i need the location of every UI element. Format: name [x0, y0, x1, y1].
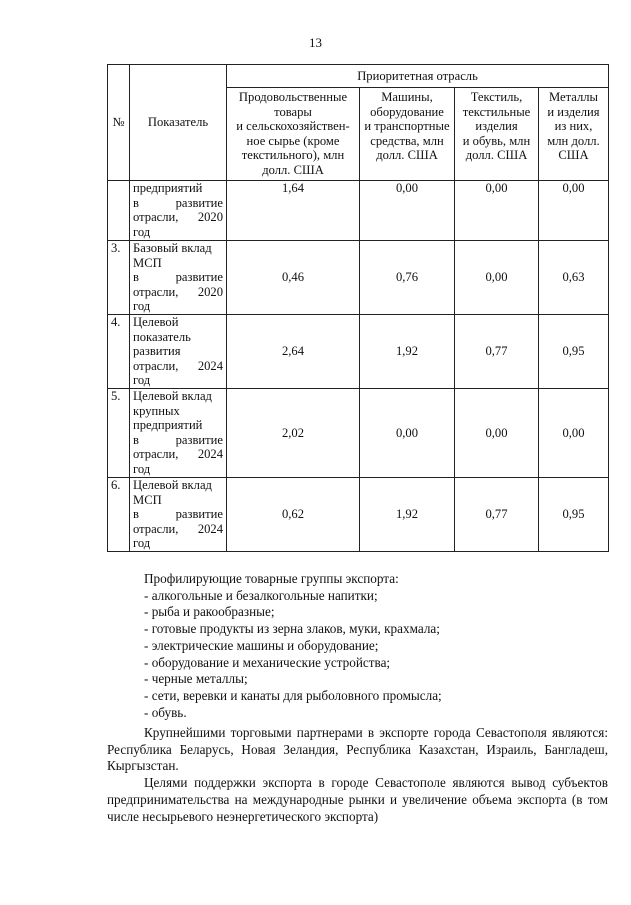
value-machinery: 0,00 — [360, 389, 455, 478]
header-priority-industry: Приоритетная отрасль — [227, 65, 609, 88]
value-metals: 0,63 — [539, 241, 609, 315]
value-textile: 0,77 — [455, 315, 539, 389]
value-machinery: 1,92 — [360, 478, 455, 552]
paragraph-trade-partners: Крупнейшими торговыми партнерами в экспорте города Севастополя являются: Республика Беларусь, Новая Зеландия, Республика Казахстан, Израиль, Бангладеш, Кыргызстан. — [107, 725, 608, 774]
list-heading: Профилирующие товарные группы экспорта: — [144, 571, 399, 586]
table-row — [108, 315, 609, 389]
header-indicator: Показатель — [130, 65, 227, 181]
list-item: - черные металлы; — [144, 671, 248, 687]
table-row — [108, 181, 609, 241]
value-food: 2,02 — [227, 389, 360, 478]
row-indicator: Целевой показатель развития отрасли, 2024 год — [130, 315, 227, 389]
export-targets-table — [107, 64, 609, 552]
row-indicator: Базовый вклад МСП в развитие отрасли, 2020 год — [130, 241, 227, 315]
value-machinery: 1,92 — [360, 315, 455, 389]
list-item: - готовые продукты из зерна злаков, муки, крахмала; — [144, 621, 440, 637]
value-food: 0,62 — [227, 478, 360, 552]
list-item: - оборудование и механические устройства; — [144, 654, 391, 670]
list-item: - обувь. — [144, 704, 187, 720]
value-machinery: 0,76 — [360, 241, 455, 315]
header-col-machinery: Машины, оборудование и транспортные средства, млн долл. США — [360, 88, 455, 181]
value-textile: 0,00 — [455, 181, 539, 241]
value-metals: 0,95 — [539, 315, 609, 389]
value-food: 0,46 — [227, 241, 360, 315]
list-item: - рыба и ракообразные; — [144, 604, 275, 620]
table-row — [108, 241, 609, 315]
row-number: 5. — [108, 389, 130, 478]
value-metals: 0,00 — [539, 389, 609, 478]
export-groups-list — [107, 571, 608, 721]
value-textile: 0,77 — [455, 478, 539, 552]
body-paragraphs — [107, 725, 608, 825]
header-col-metals: Металлы и изделия из них, млн долл. США — [539, 88, 609, 181]
value-metals: 0,00 — [539, 181, 609, 241]
value-textile: 0,00 — [455, 389, 539, 478]
row-number: 3. — [108, 241, 130, 315]
row-number: 6. — [108, 478, 130, 552]
list-item: - электрические машины и оборудование; — [144, 637, 379, 653]
row-number: 4. — [108, 315, 130, 389]
value-machinery: 0,00 — [360, 181, 455, 241]
header-col-food: Продовольственные товары и сельскохозяйствен- ное сырье (кроме текстильного), млн долл. США — [227, 88, 360, 181]
list-item: - алкогольные и безалкогольные напитки; — [144, 587, 378, 603]
value-food: 1,64 — [227, 181, 360, 241]
value-textile: 0,00 — [455, 241, 539, 315]
value-food: 2,64 — [227, 315, 360, 389]
list-item: - сети, веревки и канаты для рыболовного промысла; — [144, 687, 442, 703]
value-metals: 0,95 — [539, 478, 609, 552]
row-number — [108, 181, 130, 241]
table-row — [108, 478, 609, 552]
page-number: 13 — [309, 35, 322, 50]
row-indicator: Целевой вклад крупных предприятий в развитие отрасли, 2024 год — [130, 389, 227, 478]
row-indicator: Целевой вклад МСП в развитие отрасли, 2024 год — [130, 478, 227, 552]
row-indicator: предприятий в развитие отрасли, 2020 год — [130, 181, 227, 241]
paragraph-export-goals: Целями поддержки экспорта в городе Севастополе являются вывод субъектов предпринимательства на международные рынки и увеличение объема экспорта (в том числе несырьевого неэнергетического экспорта) — [107, 775, 608, 824]
header-num: № — [108, 65, 130, 181]
header-col-textile: Текстиль, текстильные изделия и обувь, млн долл. США — [455, 88, 539, 181]
table-row — [108, 389, 609, 478]
